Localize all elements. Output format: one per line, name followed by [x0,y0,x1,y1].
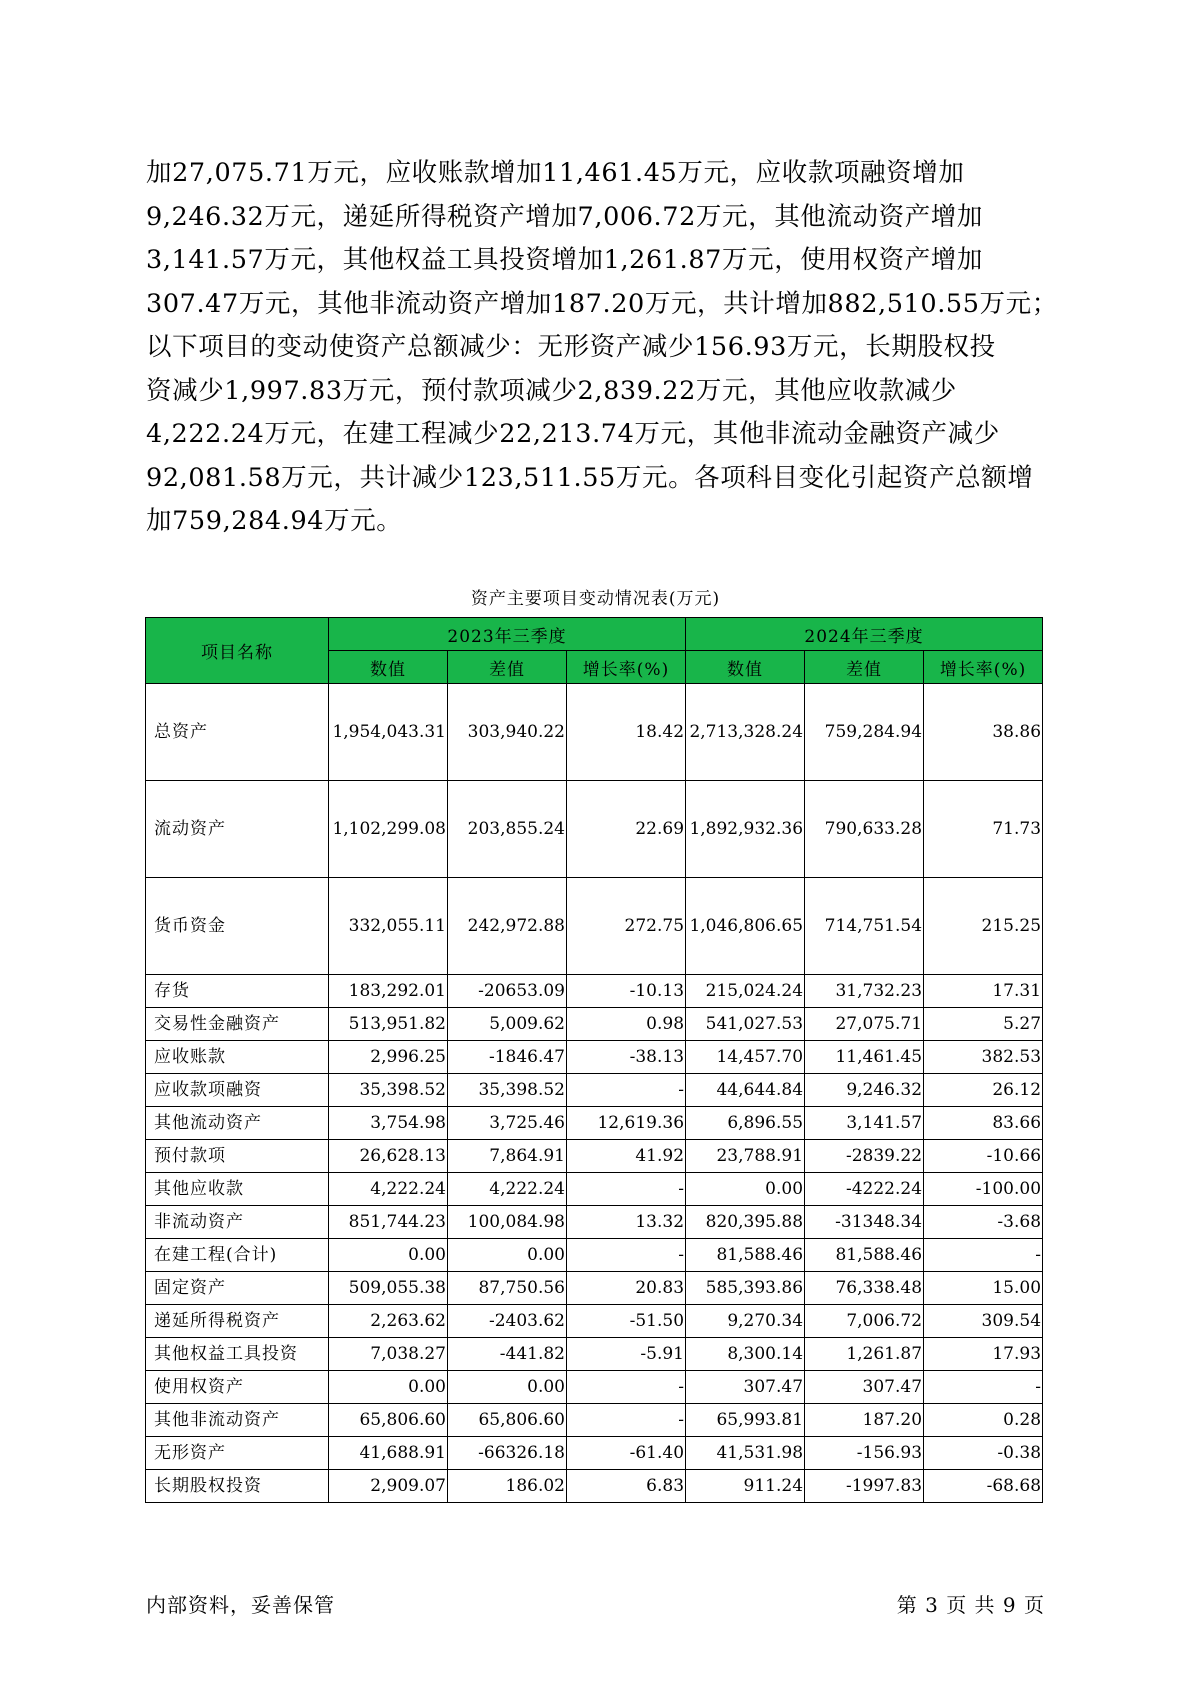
table-row [146,1008,1043,1041]
cell-rate-2024: 26.12 [924,1074,1043,1107]
cell-value-2024: 23,788.91 [686,1140,805,1173]
cell-rate-2023: -51.50 [567,1305,686,1338]
cell-value-2024: 65,993.81 [686,1404,805,1437]
cell-diff-2023: 242,972.88 [448,878,567,975]
cell-diff-2024: 187.20 [805,1404,924,1437]
row-item-name: 其他非流动资产 [146,1404,329,1437]
row-item-name: 非流动资产 [146,1206,329,1239]
header-rate: 增长率(%) [924,651,1043,684]
row-item-name: 递延所得税资产 [146,1305,329,1338]
cell-value-2024: 585,393.86 [686,1272,805,1305]
cell-diff-2023: 303,940.22 [448,684,567,781]
cell-rate-2024: -68.68 [924,1470,1043,1503]
cell-rate-2023: - [567,1074,686,1107]
cell-value-2024: 44,644.84 [686,1074,805,1107]
cell-value-2024: 215,024.24 [686,975,805,1008]
cell-rate-2024: 215.25 [924,878,1043,975]
cell-diff-2024: 790,633.28 [805,781,924,878]
cell-value-2024: 911.24 [686,1470,805,1503]
cell-rate-2024: 5.27 [924,1008,1043,1041]
cell-value-2024: 1,892,932.36 [686,781,805,878]
cell-value-2023: 183,292.01 [329,975,448,1008]
paragraph-line: 92,081.58万元，共计减少123,511.55万元。各项科目变化引起资产总额增 [146,462,1034,493]
cell-rate-2023: 18.42 [567,684,686,781]
cell-rate-2024: 0.28 [924,1404,1043,1437]
cell-rate-2024: -3.68 [924,1206,1043,1239]
row-item-name: 交易性金融资产 [146,1008,329,1041]
cell-diff-2023: 87,750.56 [448,1272,567,1305]
footer-confidential: 内部资料，妥善保管 [146,1593,335,1617]
cell-diff-2023: 35,398.52 [448,1074,567,1107]
cell-value-2024: 9,270.34 [686,1305,805,1338]
header-item-name: 项目名称 [146,618,329,684]
paragraph-line: 3,141.57万元，其他权益工具投资增加1,261.87万元，使用权资产增加 [146,245,984,275]
cell-diff-2024: 31,732.23 [805,975,924,1008]
cell-rate-2023: 6.83 [567,1470,686,1503]
table-row [146,1041,1043,1074]
table-caption: 资产主要项目变动情况表(万元) [470,589,721,609]
cell-rate-2024: - [924,1371,1043,1404]
table-row [146,781,1043,878]
cell-rate-2024: -10.66 [924,1140,1043,1173]
cell-value-2023: 1,102,299.08 [329,781,448,878]
table-row [146,684,1043,781]
cell-diff-2023: 100,084.98 [448,1206,567,1239]
cell-diff-2024: 9,246.32 [805,1074,924,1107]
cell-rate-2024: 15.00 [924,1272,1043,1305]
body-paragraph [146,152,1058,544]
row-item-name: 其他应收款 [146,1173,329,1206]
cell-diff-2024: 1,261.87 [805,1338,924,1371]
cell-diff-2023: -20653.09 [448,975,567,1008]
cell-diff-2023: 4,222.24 [448,1173,567,1206]
cell-value-2024: 6,896.55 [686,1107,805,1140]
cell-rate-2023: -10.13 [567,975,686,1008]
footer-page-number: 第 3 页 共 9 页 [896,1593,1045,1617]
cell-value-2023: 4,222.24 [329,1173,448,1206]
cell-diff-2024: 27,075.71 [805,1008,924,1041]
cell-value-2023: 2,996.25 [329,1041,448,1074]
row-item-name: 其他权益工具投资 [146,1338,329,1371]
cell-diff-2023: -1846.47 [448,1041,567,1074]
cell-diff-2023: -2403.62 [448,1305,567,1338]
cell-diff-2024: 759,284.94 [805,684,924,781]
row-item-name: 货币资金 [146,878,329,975]
cell-rate-2024: -0.38 [924,1437,1043,1470]
paragraph-line: 加759,284.94万元。 [146,506,403,536]
cell-rate-2023: 13.32 [567,1206,686,1239]
table-row [146,1305,1043,1338]
cell-diff-2024: -31348.34 [805,1206,924,1239]
table-row [146,1206,1043,1239]
table-row [146,1074,1043,1107]
table-row [146,1140,1043,1173]
cell-value-2024: 541,027.53 [686,1008,805,1041]
cell-diff-2024: 307.47 [805,1371,924,1404]
cell-diff-2024: -4222.24 [805,1173,924,1206]
cell-diff-2023: 186.02 [448,1470,567,1503]
header-value: 数值 [686,651,805,684]
row-item-name: 应收账款 [146,1041,329,1074]
cell-rate-2023: - [567,1371,686,1404]
cell-diff-2024: 76,338.48 [805,1272,924,1305]
table-row [146,975,1043,1008]
cell-diff-2024: -2839.22 [805,1140,924,1173]
cell-diff-2023: 5,009.62 [448,1008,567,1041]
asset-change-table [145,617,1043,1503]
cell-value-2023: 35,398.52 [329,1074,448,1107]
cell-value-2023: 851,744.23 [329,1206,448,1239]
row-item-name: 长期股权投资 [146,1470,329,1503]
table-row [146,1470,1043,1503]
header-value: 数值 [329,651,448,684]
cell-value-2023: 65,806.60 [329,1404,448,1437]
cell-rate-2023: 12,619.36 [567,1107,686,1140]
cell-rate-2023: -38.13 [567,1041,686,1074]
cell-diff-2023: 65,806.60 [448,1404,567,1437]
table-row [146,878,1043,975]
row-item-name: 存货 [146,975,329,1008]
paragraph-line: 4,222.24万元，在建工程减少22,213.74万元，其他非流动金融资产减少 [146,419,1000,449]
cell-rate-2023: - [567,1173,686,1206]
cell-rate-2023: - [567,1239,686,1272]
cell-rate-2024: 38.86 [924,684,1043,781]
cell-value-2023: 2,263.62 [329,1305,448,1338]
cell-value-2024: 1,046,806.65 [686,878,805,975]
cell-value-2023: 332,055.11 [329,878,448,975]
row-item-name: 固定资产 [146,1272,329,1305]
cell-rate-2024: 71.73 [924,781,1043,878]
table-row [146,1371,1043,1404]
table-row [146,1437,1043,1470]
cell-rate-2024: 17.31 [924,975,1043,1008]
cell-value-2024: 41,531.98 [686,1437,805,1470]
row-item-name: 流动资产 [146,781,329,878]
paragraph-line: 以下项目的变动使资产总额减少：无形资产减少156.93万元，长期股权投 [146,332,996,362]
row-item-name: 使用权资产 [146,1371,329,1404]
header-period-2024: 2024年三季度 [686,618,1043,651]
cell-rate-2024: 382.53 [924,1041,1043,1074]
cell-rate-2023: -5.91 [567,1338,686,1371]
paragraph-line: 加27,075.71万元，应收账款增加11,461.45万元，应收款项融资增加 [146,158,965,188]
cell-value-2023: 513,951.82 [329,1008,448,1041]
cell-value-2024: 8,300.14 [686,1338,805,1371]
cell-value-2023: 3,754.98 [329,1107,448,1140]
cell-value-2024: 0.00 [686,1173,805,1206]
cell-rate-2023: 0.98 [567,1008,686,1041]
row-item-name: 预付款项 [146,1140,329,1173]
cell-rate-2024: 17.93 [924,1338,1043,1371]
cell-value-2023: 26,628.13 [329,1140,448,1173]
header-diff: 差值 [805,651,924,684]
cell-value-2023: 509,055.38 [329,1272,448,1305]
paragraph-line: 资减少1,997.83万元，预付款项减少2,839.22万元，其他应收款减少 [146,375,957,406]
cell-value-2024: 820,395.88 [686,1206,805,1239]
cell-rate-2023: 41.92 [567,1140,686,1173]
cell-diff-2023: -66326.18 [448,1437,567,1470]
paragraph-line: 307.47万元，其他非流动资产增加187.20万元，共计增加882,510.55万元； [146,288,1058,319]
cell-diff-2023: 3,725.46 [448,1107,567,1140]
cell-rate-2023: - [567,1404,686,1437]
table-row [146,1338,1043,1371]
cell-value-2023: 0.00 [329,1371,448,1404]
row-item-name: 在建工程(合计) [146,1239,329,1272]
cell-rate-2023: -61.40 [567,1437,686,1470]
header-period-2023: 2023年三季度 [329,618,686,651]
row-item-name: 应收款项融资 [146,1074,329,1107]
cell-rate-2024: 83.66 [924,1107,1043,1140]
cell-value-2023: 41,688.91 [329,1437,448,1470]
row-item-name: 其他流动资产 [146,1107,329,1140]
row-item-name: 无形资产 [146,1437,329,1470]
cell-value-2023: 2,909.07 [329,1470,448,1503]
row-item-name: 总资产 [146,684,329,781]
header-diff: 差值 [448,651,567,684]
cell-rate-2023: 272.75 [567,878,686,975]
cell-diff-2024: 11,461.45 [805,1041,924,1074]
cell-value-2024: 2,713,328.24 [686,684,805,781]
cell-diff-2024: -156.93 [805,1437,924,1470]
table-row [146,1404,1043,1437]
cell-rate-2023: 20.83 [567,1272,686,1305]
header-rate: 增长率(%) [567,651,686,684]
cell-diff-2023: 7,864.91 [448,1140,567,1173]
table-row [146,1239,1043,1272]
cell-diff-2024: 714,751.54 [805,878,924,975]
cell-diff-2024: 7,006.72 [805,1305,924,1338]
cell-diff-2024: -1997.83 [805,1470,924,1503]
table-row [146,1107,1043,1140]
cell-rate-2024: - [924,1239,1043,1272]
cell-value-2024: 307.47 [686,1371,805,1404]
cell-rate-2024: -100.00 [924,1173,1043,1206]
table-row [146,1272,1043,1305]
cell-value-2024: 81,588.46 [686,1239,805,1272]
cell-diff-2023: 0.00 [448,1239,567,1272]
cell-diff-2023: 0.00 [448,1371,567,1404]
cell-diff-2024: 81,588.46 [805,1239,924,1272]
cell-diff-2024: 3,141.57 [805,1107,924,1140]
cell-value-2024: 14,457.70 [686,1041,805,1074]
cell-rate-2023: 22.69 [567,781,686,878]
cell-value-2023: 7,038.27 [329,1338,448,1371]
paragraph-line: 9,246.32万元，递延所得税资产增加7,006.72万元，其他流动资产增加 [146,201,984,232]
cell-diff-2023: 203,855.24 [448,781,567,878]
cell-diff-2023: -441.82 [448,1338,567,1371]
cell-rate-2024: 309.54 [924,1305,1043,1338]
cell-value-2023: 1,954,043.31 [329,684,448,781]
cell-value-2023: 0.00 [329,1239,448,1272]
table-row [146,1173,1043,1206]
